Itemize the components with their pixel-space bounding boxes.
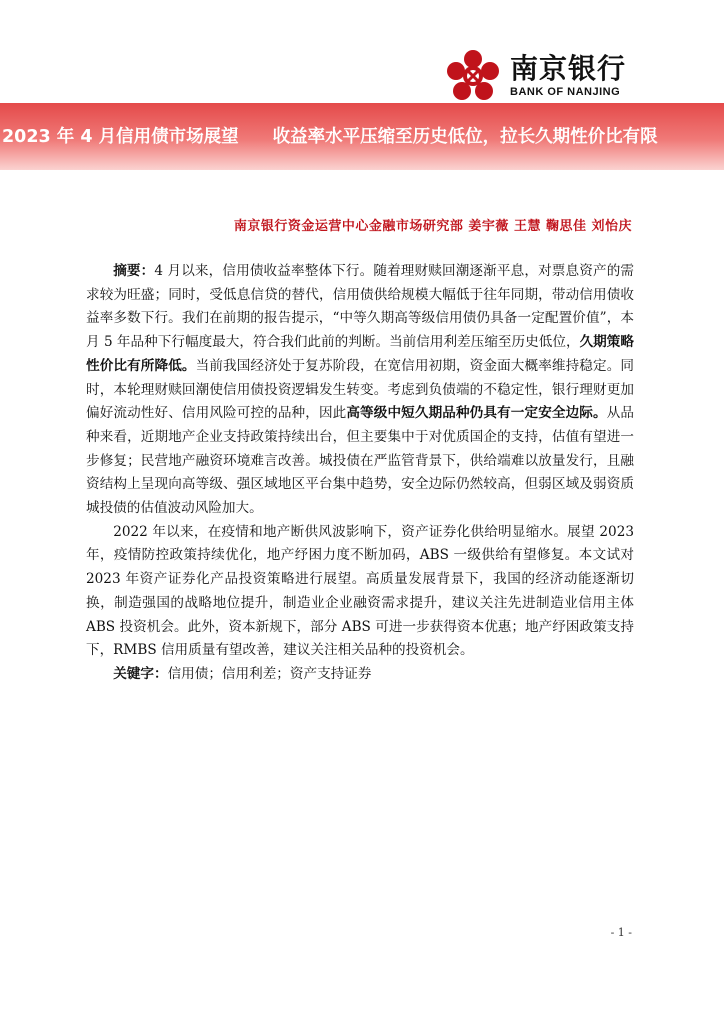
keywords-value: 信用债；信用利差；资产支持证券 xyxy=(167,665,372,682)
banner-title xyxy=(2,123,724,148)
abstract-highlight-2: 高等级中短久期品种仍具有一定安全边际。 xyxy=(346,405,607,422)
abstract-text-d: 从品种来看，近期地产企业支持政策持续出台，但主要集中于对优质国企的支持，估值有望进一步修复；民营地产融资环境难言改善。城投债在严监管背景下，供给端难以放量发行，且融资结构上呈现向高等级、强区域地区平台集中趋势，安全边际仍然较高，但弱区域及弱资质城投债的估值波动风险加大。 xyxy=(86,405,635,517)
abstract-highlight-1: 久期策略性价比有所降低。 xyxy=(86,334,634,374)
abstract-paragraph-1 xyxy=(86,260,634,521)
report-title: 2023 年 4 月信用债市场展望 xyxy=(2,127,239,147)
authors-line: 南京银行资金运营中心金融市场研究部 姜宇薇 王慧 鞠思佳 刘怡庆 xyxy=(233,219,632,234)
report-body xyxy=(86,260,634,687)
abstract-text-c: 当前我国经济处于复苏阶段，在宽信用初期，资金面大概率维持稳定。同时，本轮理财赎回潮使信用债投资逻辑发生转变。考虑到负债端的不稳定性，银行理财更加偏好流动性好、信用风险可控的品种，因此 xyxy=(86,357,635,422)
keywords-label: 关键字： xyxy=(113,665,168,682)
keywords-line xyxy=(86,663,634,687)
abstract-label: 摘要： xyxy=(113,263,155,279)
bank-name-en: BANK OF NANJING xyxy=(510,86,621,98)
page-number: - 1 - xyxy=(610,926,632,939)
bank-logo xyxy=(446,48,626,104)
report-subtitle: 收益率水平压缩至历史低位，拉长久期性价比有限 xyxy=(272,127,658,147)
bank-emblem-icon xyxy=(446,49,500,103)
abstract-paragraph-2: 2022 年以来，在疫情和地产断供风波影响下，资产证券化供给明显缩水。展望 2023 年，疫情防控政策持续优化，地产纾困力度不断加码，ABS 一级供给有望修复。本文试对 2023 年资产证券化产品投资策略进行展望。高质量发展背景下，我国的经济动能逐渐切换，制造强国的战略地位提升，制造业企业融资需求提升，建议关注先进制造业信用主体 ABS 投资机会。此外，资本新规下，部分 ABS 可进一步获得资本优惠；地产纾困政策支持下，RMBS 信用质量有望改善，建议关注相关品种的投资机会。 xyxy=(86,523,634,659)
bank-name xyxy=(510,53,626,99)
bank-name-cn: 南京银行 xyxy=(510,52,627,85)
abstract-text-a: 4 月以来，信用债收益率整体下行。随着理财赎回潮逐渐平息，对票息资产的需求较为旺盛；同时，受低息信贷的替代，信用债供给规模大幅低于往年同期，带动信用债收益率多数下行。我们在前期的报告提示，“中等久期高等级信用债仍具备一定配置价值”，本月 5 年品种下行幅度最大，符合我们此前的判断。当前信用利差压缩至历史低位， xyxy=(86,263,635,351)
